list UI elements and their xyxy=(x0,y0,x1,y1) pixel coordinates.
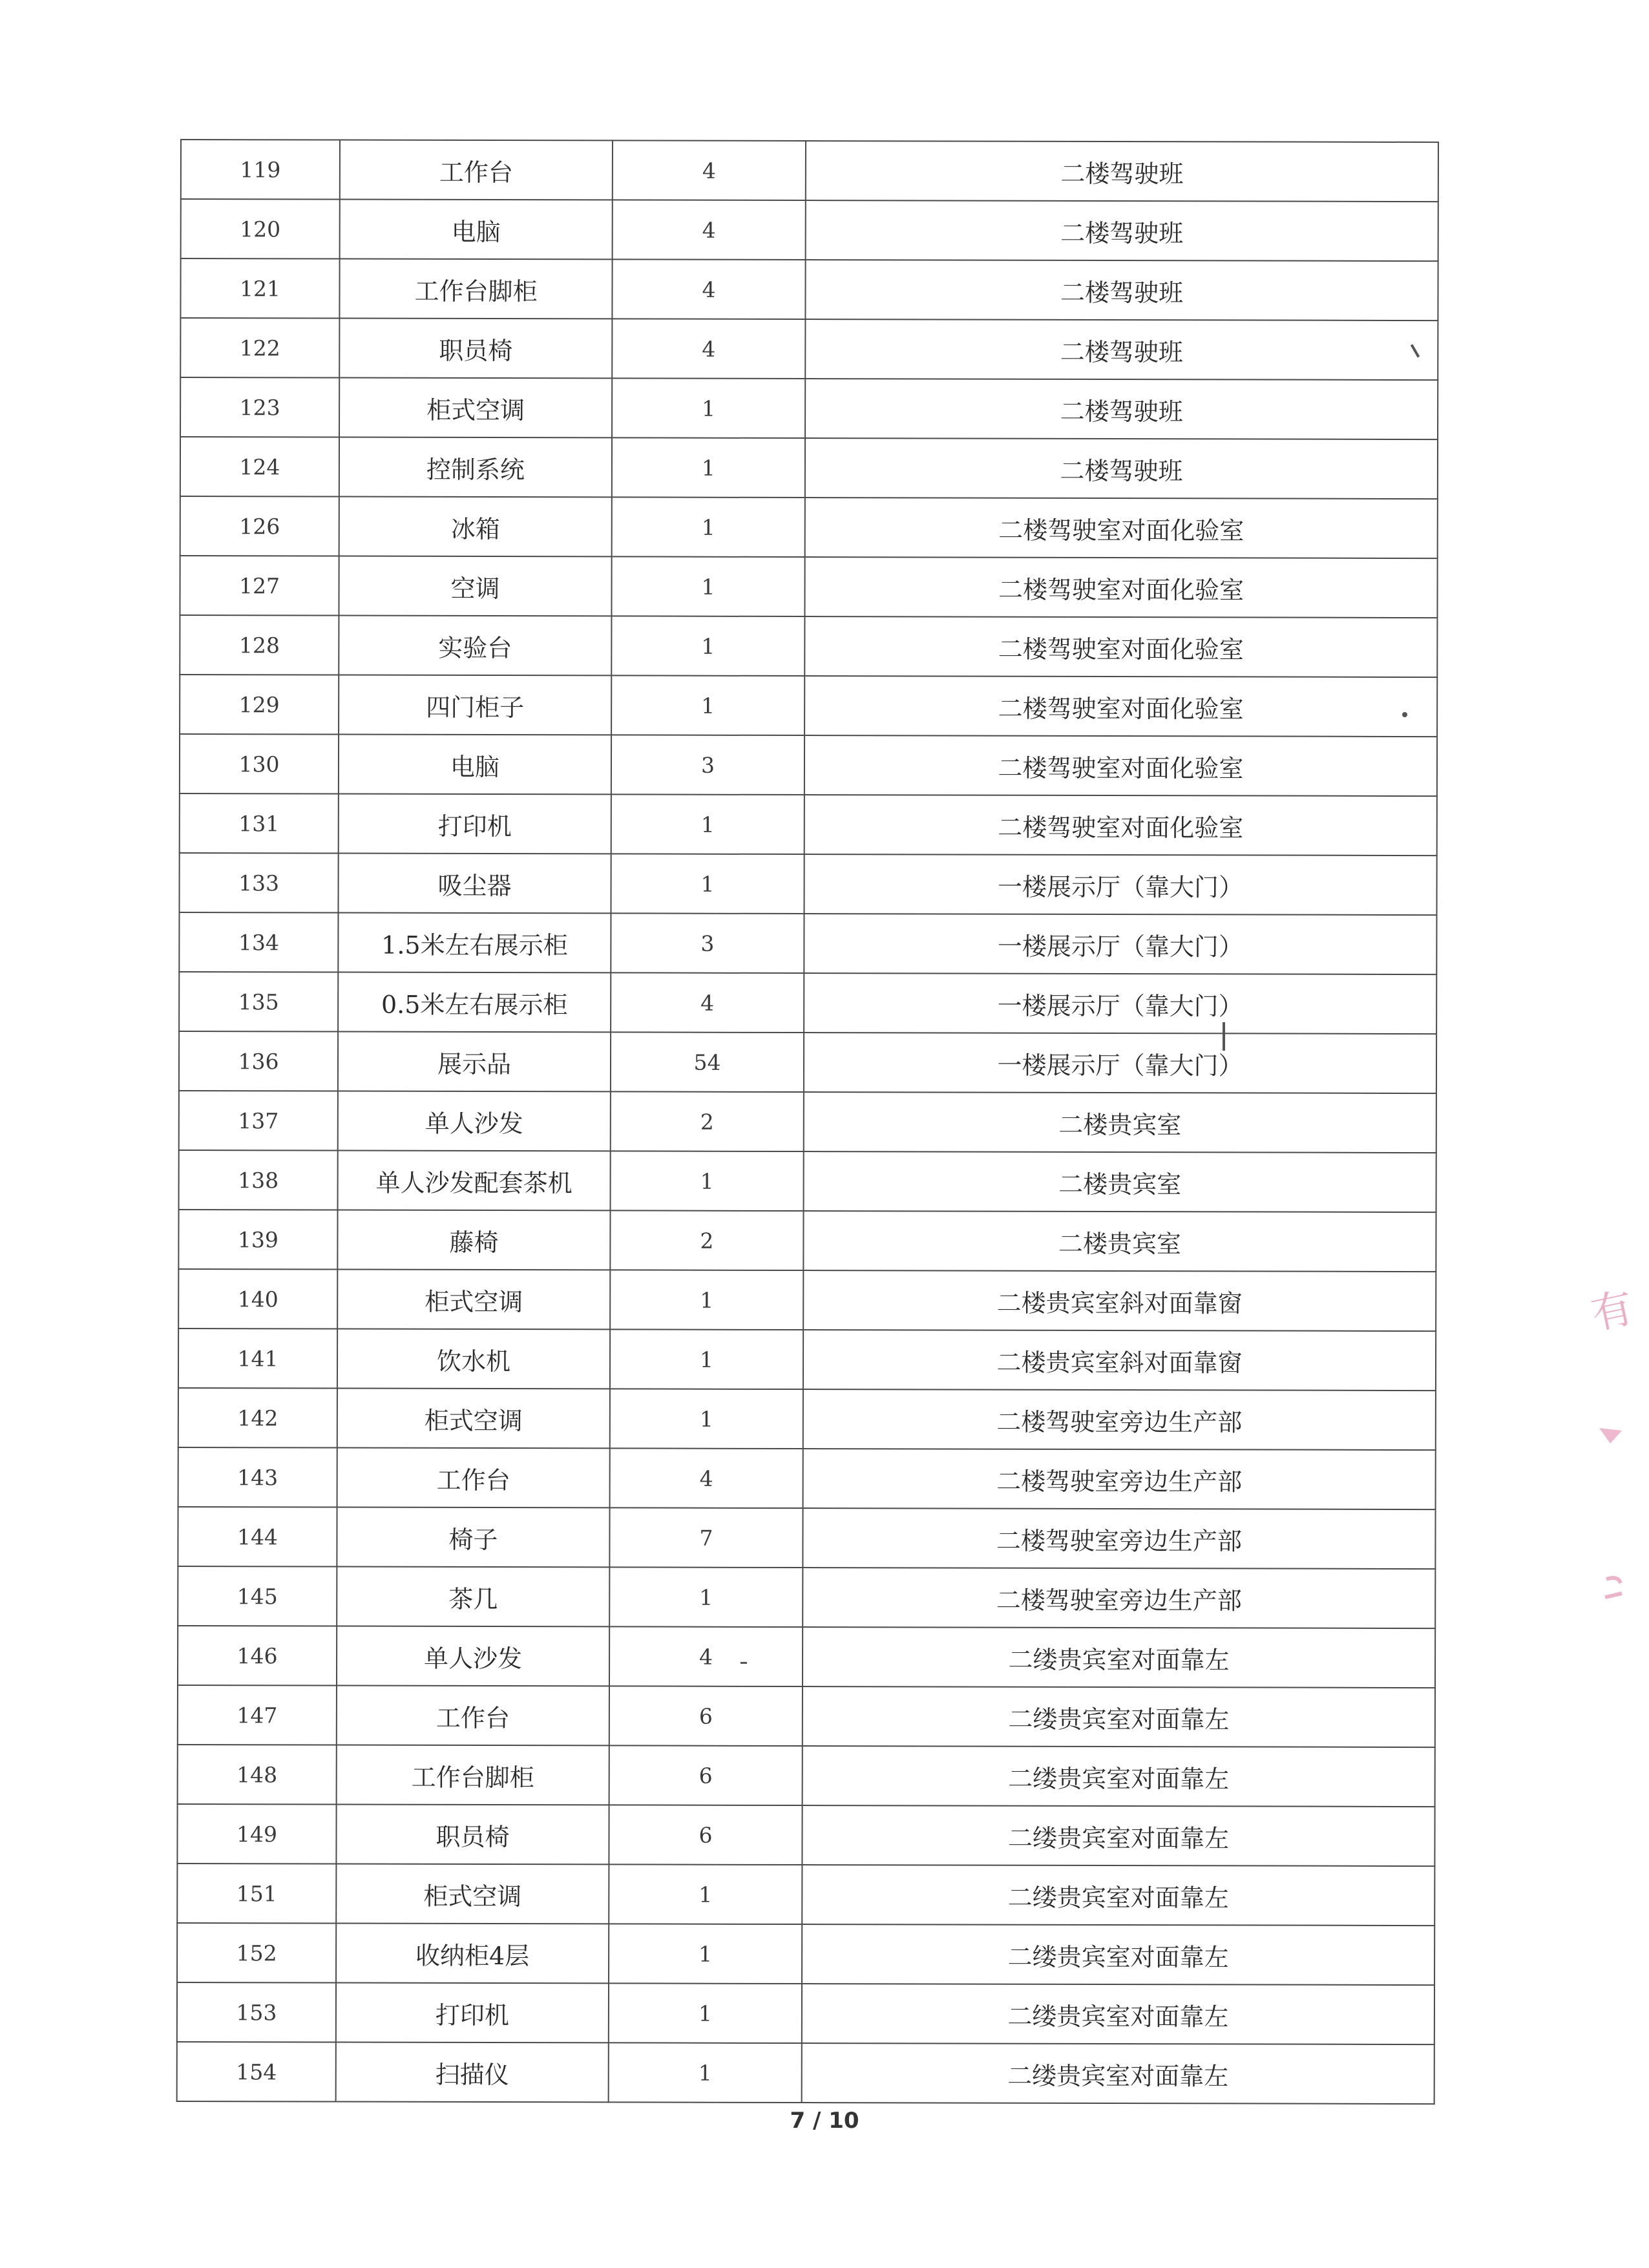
cell-location: 二楼驾驶室对面化验室 xyxy=(804,557,1437,618)
table-row xyxy=(180,318,1438,380)
cell-quantity: 1 xyxy=(611,675,804,735)
cell-number: 153 xyxy=(177,1982,336,2042)
table-row xyxy=(178,1626,1435,1688)
cell-location: 二楼驾驶室对面化验室 xyxy=(804,616,1437,677)
cell-number: 147 xyxy=(178,1685,337,1745)
cell-number: 135 xyxy=(179,972,338,1032)
table-row xyxy=(180,377,1438,439)
cell-item-name: 1.5米左右展示柜 xyxy=(338,913,611,973)
table-row xyxy=(179,972,1436,1034)
cell-location: 二楼驾驶室旁边生产部 xyxy=(803,1508,1435,1569)
scan-speck xyxy=(740,1662,747,1664)
cell-location: 二楼驾驶室对面化验室 xyxy=(804,795,1437,856)
cell-location: 一楼展示厅（靠大门） xyxy=(804,973,1436,1034)
table-row xyxy=(178,1745,1435,1807)
cell-item-name: 工作台脚柜 xyxy=(337,1745,609,1805)
table-row xyxy=(180,437,1438,499)
cell-location: 二缕贵宾室对面靠左 xyxy=(803,1627,1435,1688)
cell-item-name: 单人沙发 xyxy=(337,1626,609,1686)
cell-number: 122 xyxy=(180,318,339,378)
cell-number: 146 xyxy=(178,1626,337,1686)
margin-pink-mark xyxy=(1596,1422,1628,1447)
cell-number: 127 xyxy=(180,556,339,616)
cell-item-name: 打印机 xyxy=(336,1983,609,2043)
cell-item-name: 收纳柜4层 xyxy=(336,1924,609,1984)
cell-quantity: 1 xyxy=(609,1567,803,1627)
cell-location: 二缕贵宾室对面靠左 xyxy=(803,1686,1435,1747)
table-row xyxy=(178,1507,1435,1569)
cell-quantity: 2 xyxy=(610,1210,803,1270)
cell-quantity: 1 xyxy=(609,2042,802,2103)
table-row xyxy=(179,912,1436,974)
table-row xyxy=(177,1923,1434,1985)
cell-quantity: 1 xyxy=(612,497,805,557)
table-row xyxy=(178,1447,1436,1509)
cell-item-name: 控制系统 xyxy=(339,437,612,498)
cell-location: 二楼驾驶室对面化验室 xyxy=(805,498,1438,558)
cell-location: 二缕贵宾室对面靠左 xyxy=(802,2043,1434,2104)
cell-number: 151 xyxy=(177,1864,336,1924)
table-row xyxy=(181,140,1438,202)
cell-item-name: 冰箱 xyxy=(339,497,612,557)
cell-location: 二楼驾驶室旁边生产部 xyxy=(803,1449,1436,1509)
cell-location: 一楼展示厅（靠大门） xyxy=(804,914,1436,974)
table-row xyxy=(178,1388,1436,1450)
cell-item-name: 扫描仪 xyxy=(336,2042,609,2103)
cell-quantity: 1 xyxy=(609,1983,802,2043)
cell-item-name: 椅子 xyxy=(337,1507,609,1568)
margin-stamp-fragment: 有 xyxy=(1587,1284,1638,1339)
table-row xyxy=(180,793,1437,856)
cell-location: 二缕贵宾室对面靠左 xyxy=(803,1746,1435,1807)
inventory-table xyxy=(176,139,1439,2105)
cell-item-name: 茶几 xyxy=(337,1567,609,1627)
cell-item-name: 工作台 xyxy=(340,140,613,200)
cell-quantity: 1 xyxy=(611,616,804,676)
cell-item-name: 职员椅 xyxy=(339,319,612,379)
cell-item-name: 柜式空调 xyxy=(337,1389,610,1449)
table-row xyxy=(179,1150,1436,1212)
cell-quantity: 6 xyxy=(609,1745,803,1805)
table-row xyxy=(177,1804,1434,1866)
cell-number: 139 xyxy=(178,1210,337,1270)
cell-item-name: 展示品 xyxy=(338,1032,611,1092)
cell-quantity: 1 xyxy=(611,794,804,854)
cell-number: 121 xyxy=(180,258,339,319)
cell-number: 141 xyxy=(178,1328,337,1389)
cell-location: 二缕贵宾室对面靠左 xyxy=(802,1924,1434,1985)
cell-location: 二楼贵宾室斜对面靠窗 xyxy=(803,1330,1436,1391)
cell-item-name: 打印机 xyxy=(339,794,611,854)
cell-location: 二楼驾驶班 xyxy=(806,141,1438,202)
cell-location: 一楼展示厅（靠大门） xyxy=(804,854,1436,915)
cell-location: 二楼贵宾室 xyxy=(804,1151,1436,1212)
cell-quantity: 1 xyxy=(611,1151,804,1211)
cell-quantity: 1 xyxy=(611,556,804,616)
cell-location: 二楼贵宾室 xyxy=(803,1211,1436,1272)
table-row xyxy=(177,2042,1434,2104)
cell-quantity: 4 xyxy=(613,200,806,260)
cell-item-name: 柜式空调 xyxy=(336,1864,609,1924)
cell-item-name: 0.5米左右展示柜 xyxy=(338,972,611,1033)
table-row xyxy=(179,1031,1436,1093)
cell-location: 二楼驾驶室旁边生产部 xyxy=(803,1389,1436,1450)
cell-location: 二缕贵宾室对面靠左 xyxy=(802,1984,1434,2044)
cell-item-name: 四门柜子 xyxy=(339,675,611,735)
cell-location: 二缕贵宾室对面靠左 xyxy=(802,1865,1434,1926)
cell-item-name: 电脑 xyxy=(339,735,611,795)
cell-location: 二楼驾驶室对面化验室 xyxy=(804,735,1437,796)
cell-quantity: 1 xyxy=(610,1329,803,1389)
cell-number: 128 xyxy=(180,615,339,675)
cell-number: 131 xyxy=(180,793,339,854)
cell-number: 136 xyxy=(179,1031,338,1091)
cell-number: 142 xyxy=(178,1388,337,1448)
page-number: 7 / 10 xyxy=(790,2108,859,2134)
cell-location: 二缕贵宾室对面靠左 xyxy=(802,1805,1434,1866)
table-row xyxy=(177,1982,1434,2044)
cell-quantity: 1 xyxy=(612,437,805,498)
cell-item-name: 电脑 xyxy=(340,200,613,260)
cell-number: 143 xyxy=(178,1447,337,1507)
cell-quantity: 1 xyxy=(612,378,805,438)
cell-number: 120 xyxy=(181,199,340,259)
cell-location: 二楼驾驶室对面化验室 xyxy=(804,676,1437,737)
cell-quantity: 4 xyxy=(612,319,805,379)
cell-item-name: 实验台 xyxy=(339,616,611,676)
cell-location: 二楼驾驶班 xyxy=(805,438,1438,499)
cell-number: 124 xyxy=(180,437,339,497)
cell-number: 123 xyxy=(180,377,339,437)
cell-number: 144 xyxy=(178,1507,337,1567)
cell-item-name: 吸尘器 xyxy=(338,854,611,914)
table-row xyxy=(178,1210,1436,1272)
cell-quantity: 1 xyxy=(610,1270,803,1330)
cell-quantity: 4 xyxy=(612,259,805,319)
cell-item-name: 柜式空调 xyxy=(337,1270,610,1330)
cell-quantity: 4 xyxy=(610,1448,803,1508)
cell-number: 137 xyxy=(179,1091,338,1151)
cell-location: 一楼展示厅（靠大门） xyxy=(804,1033,1436,1093)
table-row xyxy=(180,258,1438,320)
cell-number: 134 xyxy=(179,912,338,972)
cell-quantity: 1 xyxy=(609,1864,802,1924)
table-row xyxy=(178,1328,1436,1391)
table-row xyxy=(180,734,1437,796)
table-row xyxy=(180,496,1438,558)
table-row xyxy=(178,1566,1435,1628)
cell-location: 二楼贵宾室斜对面靠窗 xyxy=(803,1270,1436,1331)
table-row xyxy=(178,1269,1436,1331)
cell-item-name: 空调 xyxy=(339,556,611,616)
cell-location: 二楼驾驶班 xyxy=(806,200,1438,261)
table-row xyxy=(180,675,1437,737)
cell-number: 130 xyxy=(180,734,339,794)
cell-item-name: 藤椅 xyxy=(337,1210,610,1270)
cell-item-name: 工作台 xyxy=(337,1448,610,1508)
cell-quantity: 3 xyxy=(611,735,804,795)
table-row xyxy=(179,1091,1436,1153)
cell-quantity: 54 xyxy=(611,1032,804,1092)
cell-quantity: 7 xyxy=(609,1507,803,1568)
cell-quantity: 4 xyxy=(611,972,804,1033)
scan-speck xyxy=(1223,1022,1225,1051)
table-row xyxy=(181,199,1438,261)
scan-speck xyxy=(1402,712,1407,717)
cell-number: 148 xyxy=(178,1745,337,1805)
cell-quantity: 1 xyxy=(609,1924,802,1984)
cell-location: 二楼驾驶班 xyxy=(805,319,1438,380)
cell-number: 154 xyxy=(177,2042,336,2102)
cell-item-name: 柜式空调 xyxy=(339,378,612,438)
cell-quantity: 1 xyxy=(611,854,804,914)
cell-item-name: 单人沙发 xyxy=(338,1091,611,1151)
cell-number: 133 xyxy=(179,853,338,913)
cell-quantity: 4 xyxy=(613,140,806,200)
cell-number: 149 xyxy=(177,1804,336,1864)
cell-quantity: 6 xyxy=(609,1686,803,1746)
cell-quantity: 2 xyxy=(611,1091,804,1151)
table-row xyxy=(180,556,1437,618)
cell-quantity: 1 xyxy=(610,1389,803,1449)
cell-location: 二楼贵宾室 xyxy=(804,1092,1436,1153)
margin-pink-mark-lower xyxy=(1601,1571,1627,1610)
table-body xyxy=(177,140,1438,2104)
cell-item-name: 职员椅 xyxy=(336,1805,609,1865)
cell-number: 126 xyxy=(180,496,339,556)
cell-number: 119 xyxy=(181,140,340,200)
cell-location: 二楼驾驶班 xyxy=(805,260,1438,320)
cell-quantity: 6 xyxy=(609,1805,802,1865)
cell-number: 140 xyxy=(178,1269,337,1329)
table-row xyxy=(180,615,1437,677)
cell-quantity: 4 xyxy=(609,1626,803,1686)
table-row xyxy=(179,853,1436,915)
table-row xyxy=(178,1685,1435,1747)
cell-location: 二楼驾驶班 xyxy=(805,379,1438,439)
cell-location: 二楼驾驶室旁边生产部 xyxy=(803,1568,1435,1628)
cell-number: 145 xyxy=(178,1566,337,1626)
cell-number: 129 xyxy=(180,675,339,735)
table-row xyxy=(177,1864,1434,1926)
cell-item-name: 单人沙发配套茶机 xyxy=(338,1151,611,1211)
cell-number: 138 xyxy=(179,1150,338,1210)
cell-number: 152 xyxy=(177,1923,336,1983)
cell-item-name: 工作台 xyxy=(337,1686,609,1746)
cell-quantity: 3 xyxy=(611,913,804,973)
cell-item-name: 饮水机 xyxy=(337,1329,610,1389)
cell-item-name: 工作台脚柜 xyxy=(339,259,612,319)
